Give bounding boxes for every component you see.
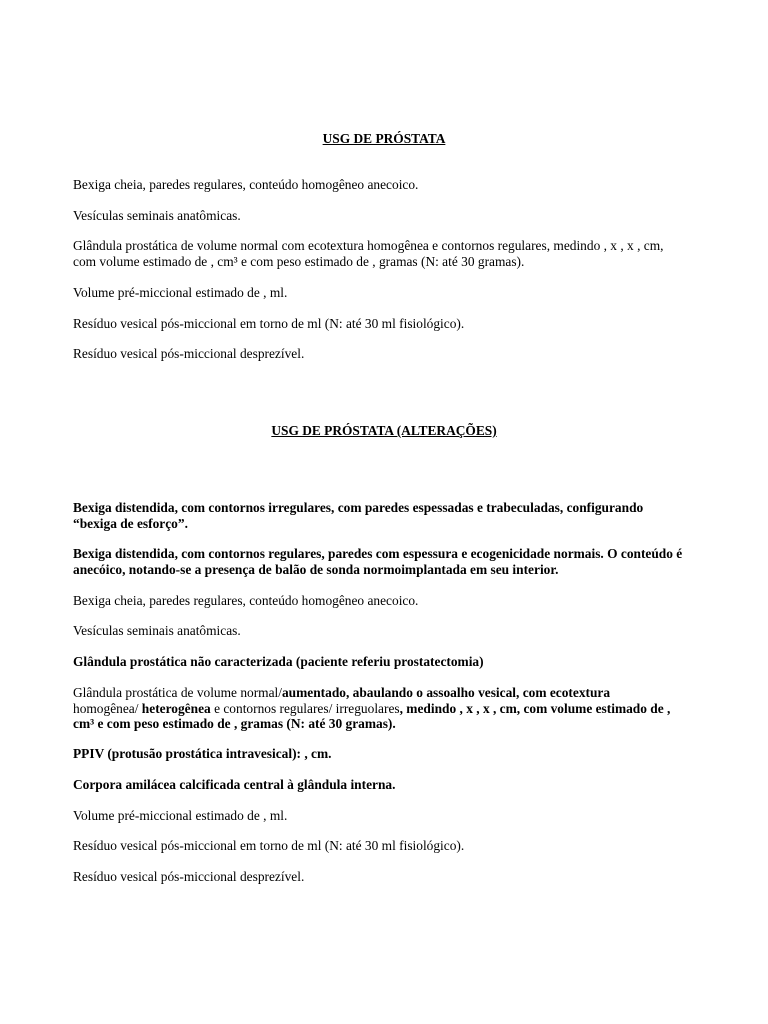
- paragraph-glandula: Glândula prostática de volume normal com ecotextura homogênea e contornos regulares, medindo , x , x , cm, com volume estimado de , cm³ e com peso estimado de , gramas (N: até 30 gramas).: [73, 238, 664, 269]
- text-run: homogênea/: [73, 700, 142, 716]
- paragraph-corpora-amilacea: Corpora amilácea calcificada central à glândula interna.: [73, 777, 396, 792]
- paragraph-residuo-vesical-2: Resíduo vesical pós-miccional em torno de ml (N: até 30 ml fisiológico).: [73, 838, 465, 853]
- paragraph-bexiga-sonda: Bexiga distendida, com contornos regulares, paredes com espessura e ecogenicidade normais. O conteúdo é anecóico, notando-se a presença de balão de sonda normoimplantada em seu interior.: [73, 546, 683, 577]
- text-run: Glândula prostática de volume normal/: [73, 685, 282, 700]
- paragraph-residuo-vesical: Resíduo vesical pós-miccional em torno de ml (N: até 30 ml fisiológico).: [73, 316, 465, 331]
- paragraph-bexiga-cheia: Bexiga cheia, paredes regulares, conteúdo homogêneo anecoico.: [73, 593, 419, 608]
- text-run: e contornos regulares/ irreguolares: [210, 700, 400, 716]
- paragraph-ppiv: PPIV (protusão prostática intravesical): , cm.: [73, 746, 332, 761]
- paragraph-volume-pre-miccional: Volume pré-miccional estimado de , ml.: [73, 285, 288, 300]
- section-title-usg-prostata: USG DE PRÓSTATA: [322, 131, 446, 146]
- paragraph-volume-pre-miccional-2: Volume pré-miccional estimado de , ml.: [73, 808, 288, 823]
- paragraph-vesiculas: Vesículas seminais anatômicas.: [73, 208, 241, 223]
- text-run-bold: aumentado, abaulando o assoalho vesical, com ecotextura: [281, 685, 611, 700]
- paragraph-glandula-nao-caracterizada: Glândula prostática não caracterizada (paciente referiu prostatectomia): [73, 654, 484, 669]
- paragraph-residuo-desprezivel: Resíduo vesical pós-miccional desprezível.: [73, 346, 305, 361]
- text-run-bold: heterogênea: [141, 700, 211, 716]
- paragraph-glandula-alteracoes: [73, 685, 688, 732]
- paragraph-vesiculas-seminais: Vesículas seminais anatômicas.: [73, 623, 241, 638]
- text-run-bold: , medindo , x , x , cm, com volume estimado de , cm³ e com peso estimado de , gramas (N: até 30 gramas).: [73, 700, 671, 731]
- paragraph-bexiga: Bexiga cheia, paredes regulares, conteúdo homogêneo anecoico.: [73, 177, 419, 192]
- paragraph-residuo-desprezivel-2: Resíduo vesical pós-miccional desprezível.: [73, 869, 305, 884]
- section-title-usg-prostata-alteracoes: USG DE PRÓSTATA (ALTERAÇÕES): [271, 423, 497, 438]
- paragraph-bexiga-esforco: Bexiga distendida, com contornos irregulares, com paredes espessadas e trabeculadas, configurando “bexiga de esforço”.: [73, 500, 644, 531]
